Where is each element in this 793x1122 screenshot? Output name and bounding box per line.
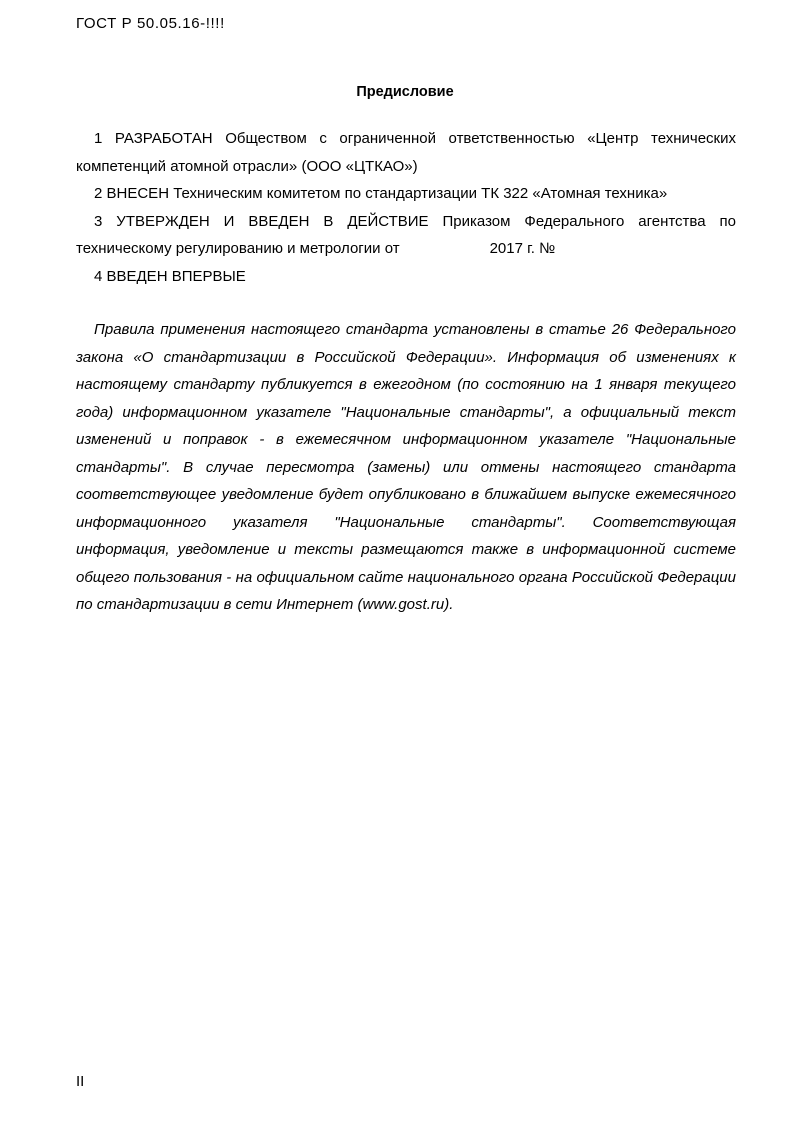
preface-item-3-text: 3 УТВЕРЖДЕН И ВВЕДЕН В ДЕЙСТВИЕ Приказом Федерального агентства по техническому регулированию и метрологии от [76, 212, 736, 257]
preface-item-2: 2 ВНЕСЕН Техническим комитетом по стандартизации ТК 322 «Атомная техника» [94, 185, 668, 202]
preface-item-3-year: 2017 г. № [489, 240, 556, 257]
preface-items [76, 125, 736, 290]
application-rules-note: Правила применения настоящего стандарта установлены в статье 26 Федерального закона «О стандартизации в Российской Федерации». Информация об изменениях к настоящему стандарту публикуется в ежегодном (по состоянию на 1 января текущего года) информационном указателе "Национальные стандарты", а официальный текст изменений и поправок - в ежемесячном информационном указателе "Национальные стандарты". В случае пересмотра (замены) или отмены настоящего стандарта соответствующее уведомление будет опубликовано в ближайшем выпуске ежемесячного информационного указателя "Национальные стандарты". Соответствующая информация, уведомление и тексты размещаются также в информационной системе общего пользования - на официальном сайте национального органа Российской Федерации по стандартизации в сети Интернет (www.gost.ru). [76, 321, 736, 613]
document-code-header: ГОСТ Р 50.05.16-!!!! [76, 15, 225, 32]
preface-item-4: 4 ВВЕДЕН ВПЕРВЫЕ [94, 267, 246, 285]
preface-item-1: 1 РАЗРАБОТАН Обществом с ограниченной ответственностью «Центр технических компетенций атомной отрасли» (ООО «ЦТКАО») [76, 130, 736, 175]
page-number: II [76, 1073, 85, 1090]
preface-item-3 [76, 208, 736, 263]
section-title: Предисловие [356, 84, 454, 100]
